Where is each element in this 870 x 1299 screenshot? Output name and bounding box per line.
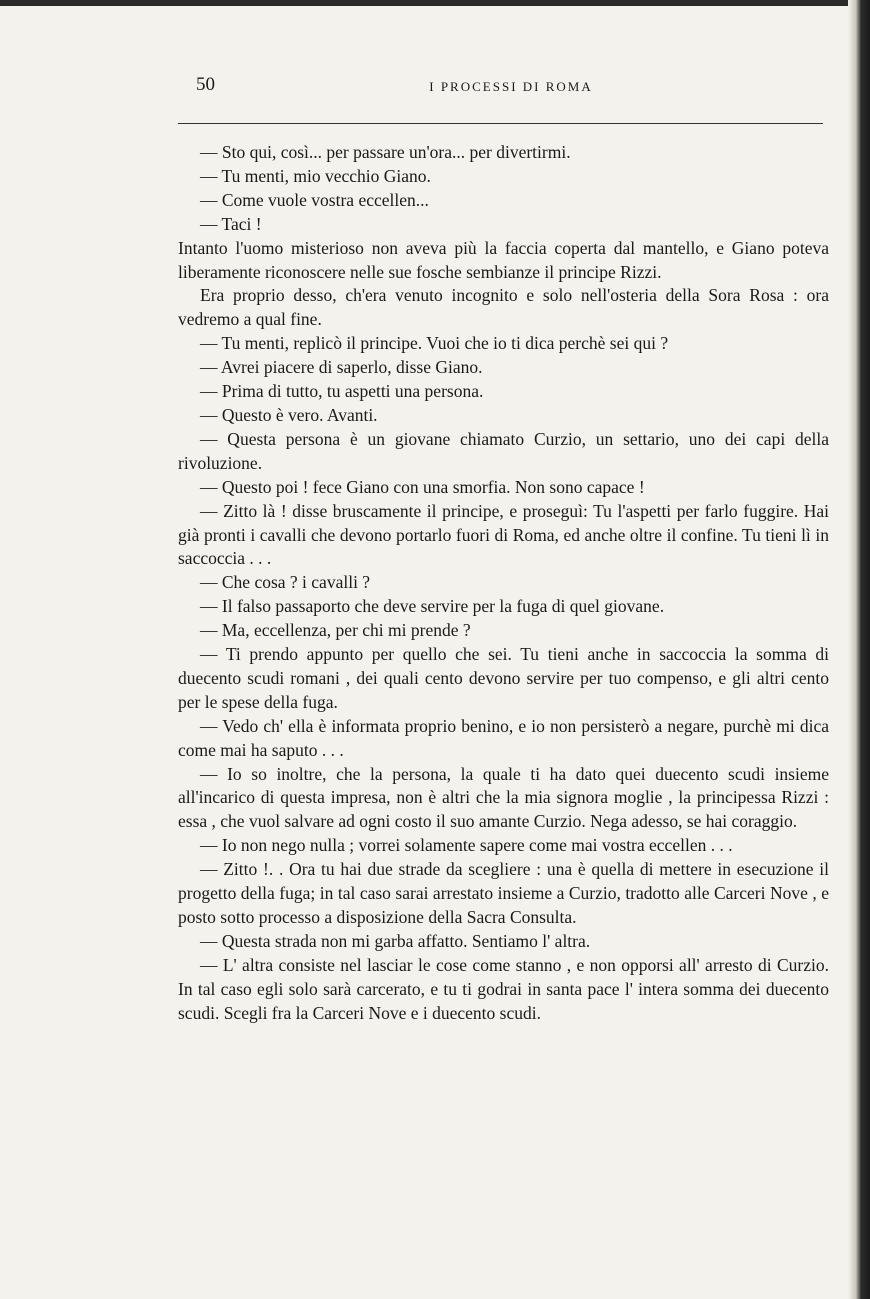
paragraph: — Prima di tutto, tu aspetti una persona. [200,381,484,402]
paragraph: — Che cosa ? i cavalli ? [200,572,371,593]
paragraph: — Ti prendo appunto per quello che sei. Tu tieni anche in saccoccia la somma di duecento scudi romani , dei quali cento devono servire per tuo compenso, e gli altri cento per le spese della fuga. [178,644,829,712]
paragraph: — Tu menti, replicò il principe. Vuoi che io ti dica perchè sei qui ? [200,333,669,354]
paragraph: Intanto l'uomo misterioso non aveva più la faccia coperta dal mantello, e Giano poteva liberamente riconoscere nelle sue fosche sembianze il principe Rizzi. [178,237,829,282]
paragraph: — Io so inoltre, che la persona, la quale ti ha dato quei duecento scudi insieme all'incarico di questa impresa, non è altri che la mia signora moglie , la principessa Rizzi : essa , che vuol salvare ad ogni costo il suo amante Curzio. Nega adesso, se hai coraggio. [178,763,829,832]
paragraph: — Come vuole vostra eccellen... [200,189,429,210]
paragraph: — Vedo ch' ella è informata proprio benino, e io non persisterò a negare, purchè mi dica come mai ha saputo . . . [178,715,829,760]
page-number: 50 [196,74,215,95]
paragraph: — Ma, eccellenza, per chi mi prende ? [200,620,471,641]
running-title: I PROCESSI DI ROMA [429,79,593,94]
paragraph: — Io non nego nulla ; vorrei solamente sapere come mai vostra eccellen . . . [200,835,733,856]
page-header [196,70,826,100]
page-top-edge [0,0,870,6]
paragraph: — Questa strada non mi garba affatto. Sentiamo l' altra. [200,930,591,951]
paragraph: — Il falso passaporto che deve servire per la fuga di quel giovane. [200,596,665,617]
header-rule [178,123,823,124]
paragraph: — Questo poi ! fece Giano con una smorfia. Non sono capace ! [200,476,645,497]
paragraph: — Avrei piacere di saperlo, disse Giano. [200,357,483,378]
paragraph: — L' altra consiste nel lasciar le cose come stanno , e non opporsi all' arresto di Curzio. In tal caso egli solo sarà carcerato, e tu ti godrai in santa pace l' intera somma dei duecento scudi. Scegli fra la Carceri Nove e i duecento scudi. [178,954,829,1023]
paragraph: — Tu menti, mio vecchio Giano. [200,165,431,186]
paragraph: — Zitto !. . Ora tu hai due strade da scegliere : una è quella di mettere in esecuzione il progetto della fuga; in tal caso sarai arrestato insieme a Curzio, tradotto alle Carceri Nove , e posto sotto processo a disposizione della Sacra Consulta. [178,859,829,927]
book-binding-edge [848,0,870,1299]
paragraph: — Questo è vero. Avanti. [200,404,378,425]
paragraph: — Questa persona è un giovane chiamato Curzio, un settario, uno dei capi della rivoluzione. [178,428,829,473]
body-text [178,141,829,1026]
paragraph: — Zitto là ! disse bruscamente il principe, e proseguì: Tu l'aspetti per farlo fuggire. Hai già pronti i cavalli che devono portarlo fuori di Roma, ed anche oltre il confine. Tu tieni lì in saccoccia . . . [178,500,829,569]
paragraph: — Taci ! [200,213,262,234]
paragraph: Era proprio desso, ch'era venuto incognito e solo nell'osteria della Sora Rosa : ora vedremo a qual fine. [178,285,829,330]
paragraph: — Sto qui, così... per passare un'ora... per divertirmi. [200,142,571,162]
